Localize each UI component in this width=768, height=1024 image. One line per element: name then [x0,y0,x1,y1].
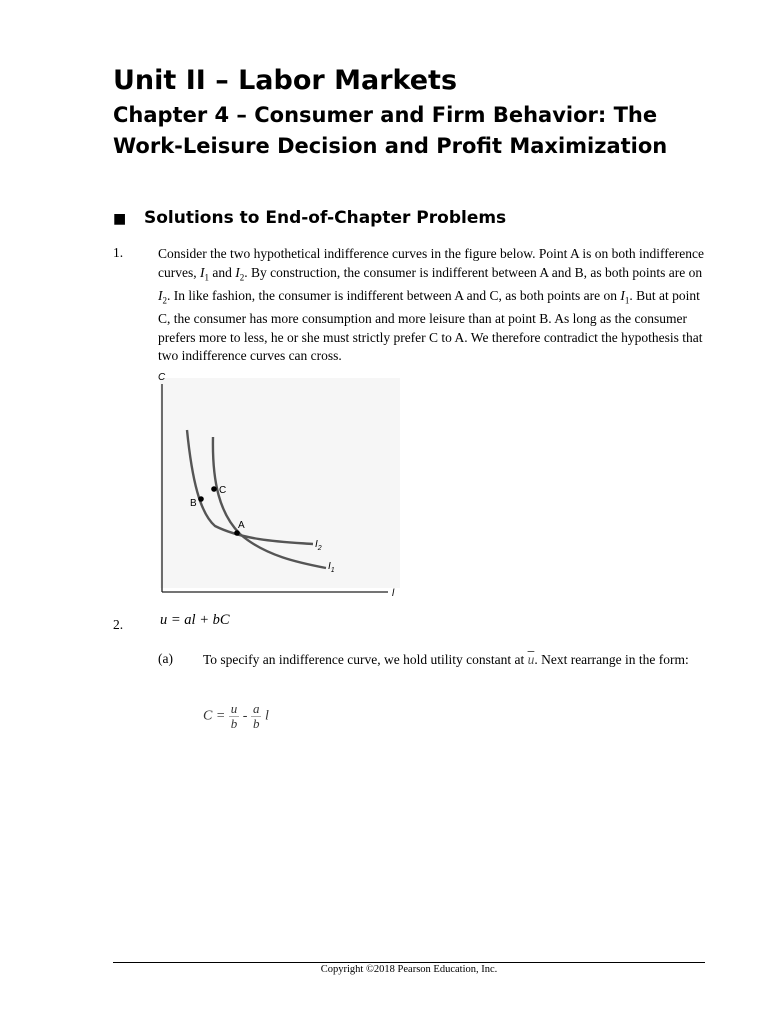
footer-rule [113,962,705,963]
indifference-curve-equation: C = $\frac{u}{b}$ - $\frac{a}{b}$ l [203,701,269,731]
point-a [234,530,240,536]
x-axis-label: l [392,588,395,599]
problem-1-text: Consider the two hypothetical indifference curves in the figure below. Point A is on both indifference curves, $I_1$ and $I_2$. By construction, the consumer is indifferent between A and B, as both points are on $I_2$. In like fashion, the consumer is indifferent between A and C, as both points are on $I_1$. But at point C, the consumer has more consumption and more leisure than at point B. As long as the consumer prefers more to less, he or she must strictly prefer C to A. We therefore contradict the hypothesis that two indifference curves can cross. [158,246,704,364]
indifference-curve-figure [150,368,410,608]
part-a-text: To specify an indifference curve, we hold utility constant at $\overline{u}$. Next rearrange in the form: [203,652,689,667]
u-bar-symbol: $\overline{u}$ [527,652,535,667]
fraction-a-over-b: $\frac{a}{b}$ [252,701,260,731]
y-axis-label: C [158,372,166,383]
section-heading-text: Solutions to End-of-Chapter Problems [144,208,507,228]
problem-2-number: 2. [113,617,124,632]
point-c [211,486,217,492]
fraction-u-over-b: $\frac{u}{b}$ [230,701,238,731]
copyright-footer: Copyright ©2018 Pearson Education, Inc. [320,964,498,975]
part-a-label: (a) [158,651,173,666]
point-b [198,496,204,502]
curve-i2-label: $I_2$ [315,539,322,552]
unit-title: Unit II – Labor Markets [113,65,458,96]
problem-1-number: 1. [113,245,124,260]
chapter-title: Chapter 4 – Consumer and Firm Behavior: The Work-Leisure Decision and Profit Maximization [113,103,668,158]
section-heading [113,206,506,231]
curve-i1-label: $I_1$ [328,561,335,574]
point-b-label: B [190,498,197,509]
utility-equation: u = al + bC [160,612,230,628]
square-bullet-icon: ■ [113,211,127,227]
point-a-label: A [238,520,245,531]
point-c-label: C [219,485,227,496]
